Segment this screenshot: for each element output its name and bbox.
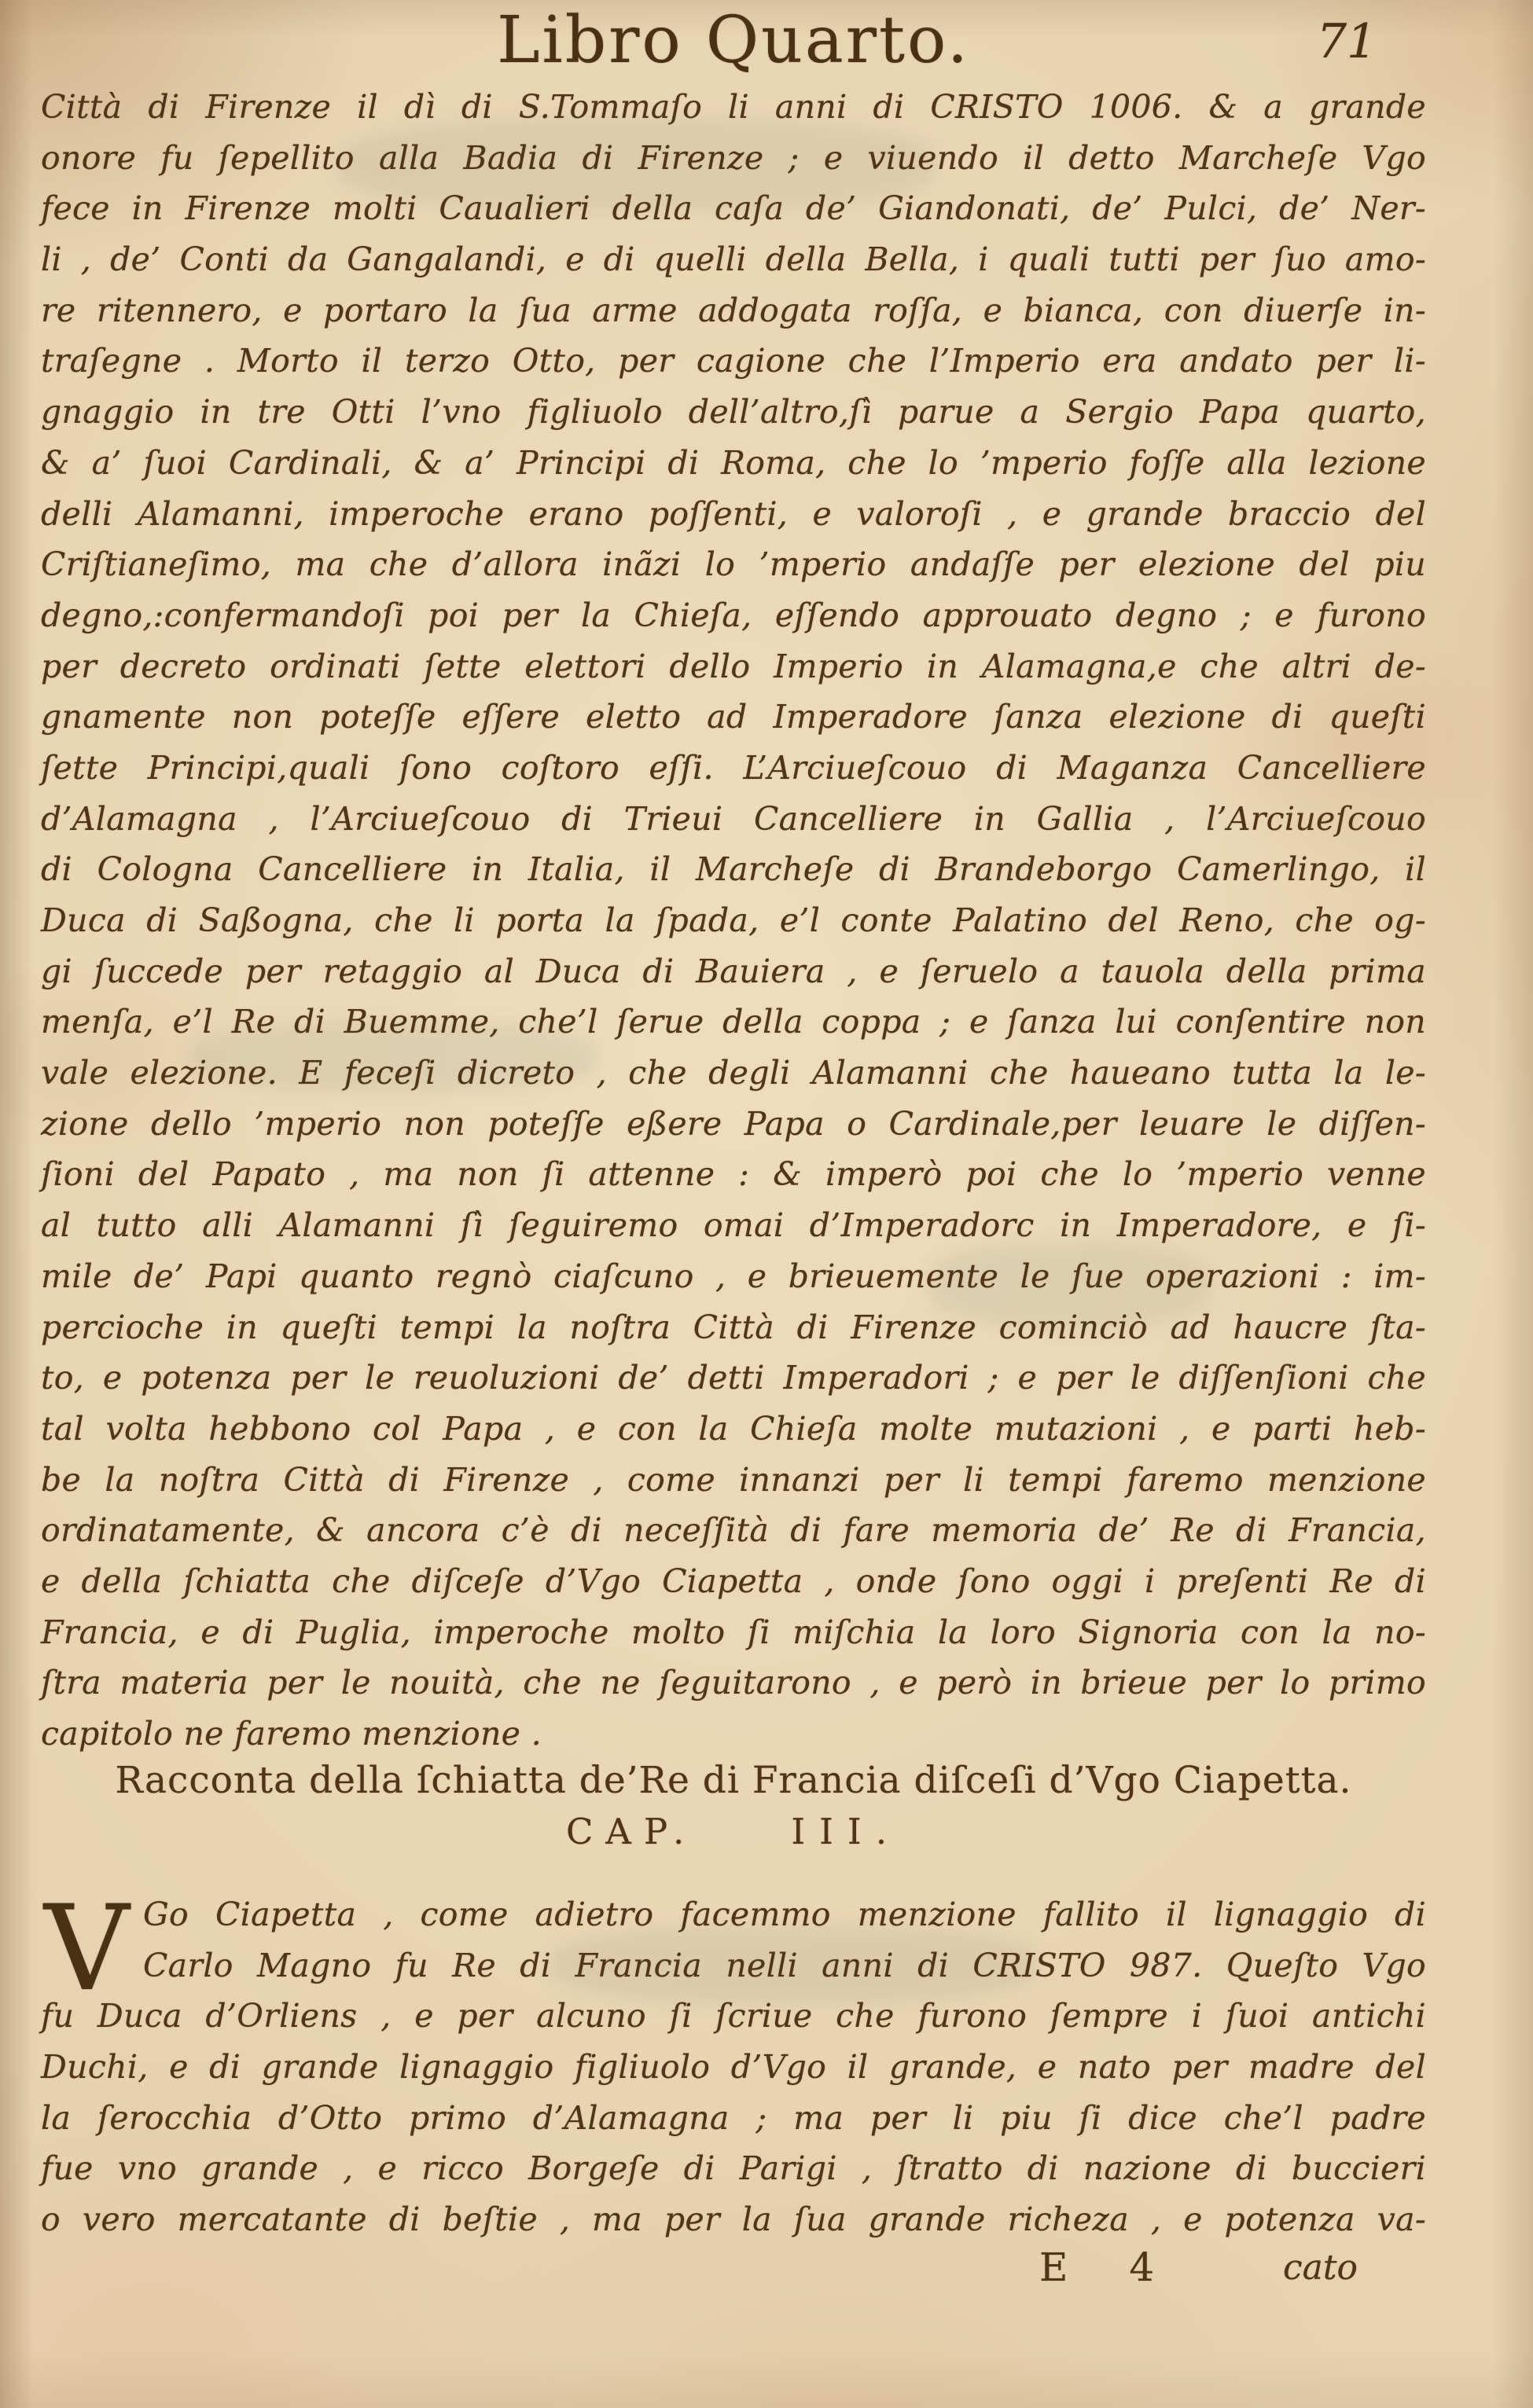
running-head-title: Libro Quarto.: [497, 3, 970, 78]
text-line: fece in Firenze molti Caualieri della caſa de’ Giandonati, de’ Pulci, de’ Ner-: [41, 189, 1426, 228]
text-line: tal volta hebbono col Papa , e con la Chieſa molte mutazioni , e parti heb-: [41, 1409, 1426, 1448]
chapter-label: CAP.: [565, 1811, 697, 1852]
text-line: Duca di Saßogna, che li porta la ſpada, e’l conte Palatino del Reno, che og-: [41, 901, 1426, 939]
running-head: [41, 3, 1426, 78]
text-line: traſegne . Morto il terzo Otto, per cagione che l’Imperio era andato per li-: [41, 342, 1426, 380]
text-line: gnamente non poteſſe eſſere eletto ad Imperadore ſanza elezione di queſti: [41, 698, 1426, 736]
text-line: ſtra materia per le nouità, che ne ſeguitarono , e però in brieue per lo primo: [41, 1664, 1426, 1702]
text-line: per decreto ordinati ſette elettori dello Imperio in Alamagna,e che altri de-: [41, 647, 1426, 685]
text-line: capitolo ne faremo menzione .: [41, 1715, 542, 1753]
text-line: gnaggio in tre Otti l’vno figliuolo dell’altro,ſì parue a Sergio Papa quarto,: [41, 393, 1426, 431]
text-line: zione dello ’mperio non poteſſe eßere Papa o Cardinale,per leuare le diſſen-: [41, 1104, 1426, 1143]
text-line: menſa, e’l Re di Buemme, che’l ſerue della coppa ; e ſanza lui conſentire non: [41, 1003, 1426, 1041]
text-line: degno,:confermandoſi poi per la Chieſa, eſſendo approuato degno ; e furono: [41, 596, 1426, 634]
text-line: d’Alamagna , l’Arciueſcouo di Trieui Cancelliere in Gallia , l’Arciueſcouo: [41, 799, 1426, 838]
text-line: Duchi, e di grande lignaggio figliuolo d’Vgo il grande, e nato per madre del: [41, 2048, 1426, 2087]
text-line: e della ſchiatta che diſceſe d’Vgo Ciapetta , onde ſono oggi i preſenti Re di: [41, 1562, 1426, 1600]
signature-row: [0, 2245, 1533, 2300]
drop-cap-initial: V: [44, 1881, 130, 2017]
text-line: mile de’ Papi quanto regnò ciaſcuno , e brieuemente le ſue operazioni : im-: [41, 1257, 1426, 1295]
text-line: gi ſuccede per retaggio al Duca di Bauiera , e ſeruelo a tauola della prima: [41, 952, 1426, 990]
text-line: Città di Firenze il dì di S.Tommaſo li anni di CRISTO 1006. & a grande: [41, 88, 1426, 126]
catchword: cato: [1283, 2248, 1358, 2288]
text-line: be la noſtra Città di Firenze , come innanzi per li tempi faremo menzione: [41, 1460, 1426, 1499]
text-line: delli Alamanni, imperoche erano poſſenti, e valoroſi , e grande braccio del: [41, 494, 1426, 533]
text-line: onore fu ſepellito alla Badia di Firenze ; e viuendo il detto Marcheſe Vgo: [41, 138, 1426, 177]
chapter-number-line: [41, 1811, 1426, 1852]
text-line: la ſerocchia d’Otto primo d’Alamagna ; ma per li piu ſi dice che’l padre: [41, 2098, 1426, 2137]
paragraph-1: [41, 82, 1426, 1760]
text-line: Go Ciapetta , come adietro facemmo menzione fallito il lignaggio di: [143, 1896, 1426, 1933]
signature-mark: E 4: [1039, 2245, 1155, 2290]
text-line: ordinatamente, & ancora c’è di neceſſità di fare memoria de’ Re di Francia,: [41, 1511, 1426, 1550]
text-line: ſioni del Papato , ma non ſi attenne : & imperò poi che lo ’mperio venne: [41, 1155, 1426, 1194]
text-line: Carlo Magno fu Re di Francia nelli anni di CRISTO 987. Queſto Vgo: [143, 1946, 1426, 1984]
text-line: vale elezione. E feceſi dicreto , che degli Alamanni che haueano tutta la le-: [41, 1054, 1426, 1092]
text-line: fu Duca d’Orliens , e per alcuno ſi ſcriue che furono ſempre i ſuoi antichi: [41, 1997, 1426, 2035]
text-line: al tutto alli Alamanni ſì ſeguiremo omai d’Imperadorc in Imperadore, e ſi-: [41, 1206, 1426, 1245]
text-line: re ritennero, e portaro la ſua arme addogata roſſa, e bianca, con diuerſe in-: [41, 291, 1426, 329]
text-line: & a’ ſuoi Cardinali, & a’ Principi di Roma, che lo ’mperio foſſe alla lezione: [41, 443, 1426, 482]
paragraph-2: [41, 1881, 1426, 2245]
chapter-numeral: III.: [791, 1811, 902, 1852]
text-line: to, e potenza per le reuoluzioni de’ detti Imperadori ; e per le diſſenſioni che: [41, 1359, 1426, 1397]
text-line: Francia, e di Puglia, imperoche molto ſi miſchia la loro Signoria con la no-: [41, 1613, 1426, 1651]
text-line: fue vno grande , e ricco Borgeſe di Parigi , ſtratto di nazione di buccieri: [41, 2149, 1426, 2188]
text-line: li , de’ Conti da Gangalandi, e di quelli della Bella, i quali tutti per ſuo amo-: [41, 240, 1426, 279]
text-line: o vero mercatante di beſtie , ma per la ſua grande richeza , e potenza va-: [41, 2201, 1426, 2239]
chapter-summary-heading: Racconta della ſchiatta de’Re di Francia diſceſi d’Vgo Ciapetta.: [115, 1759, 1352, 1802]
text-line: percioche in queſti tempi la noſtra Città di Firenze cominciò ad haucre ſta-: [41, 1308, 1426, 1346]
text-line: ſette Principi,quali ſono coſtoro eſſi. L’Arciueſcouo di Maganza Cancelliere: [41, 748, 1426, 787]
page-number: 71: [1316, 14, 1377, 69]
text-line: di Cologna Cancelliere in Italia, il Marcheſe di Brandeborgo Camerlingo, il: [41, 850, 1426, 889]
paragraph-2-lines: [41, 1881, 1426, 2245]
text-line: Criſtianeſimo, ma che d’allora inãzi lo ’mperio andaſſe per elezione del piu: [41, 545, 1426, 584]
